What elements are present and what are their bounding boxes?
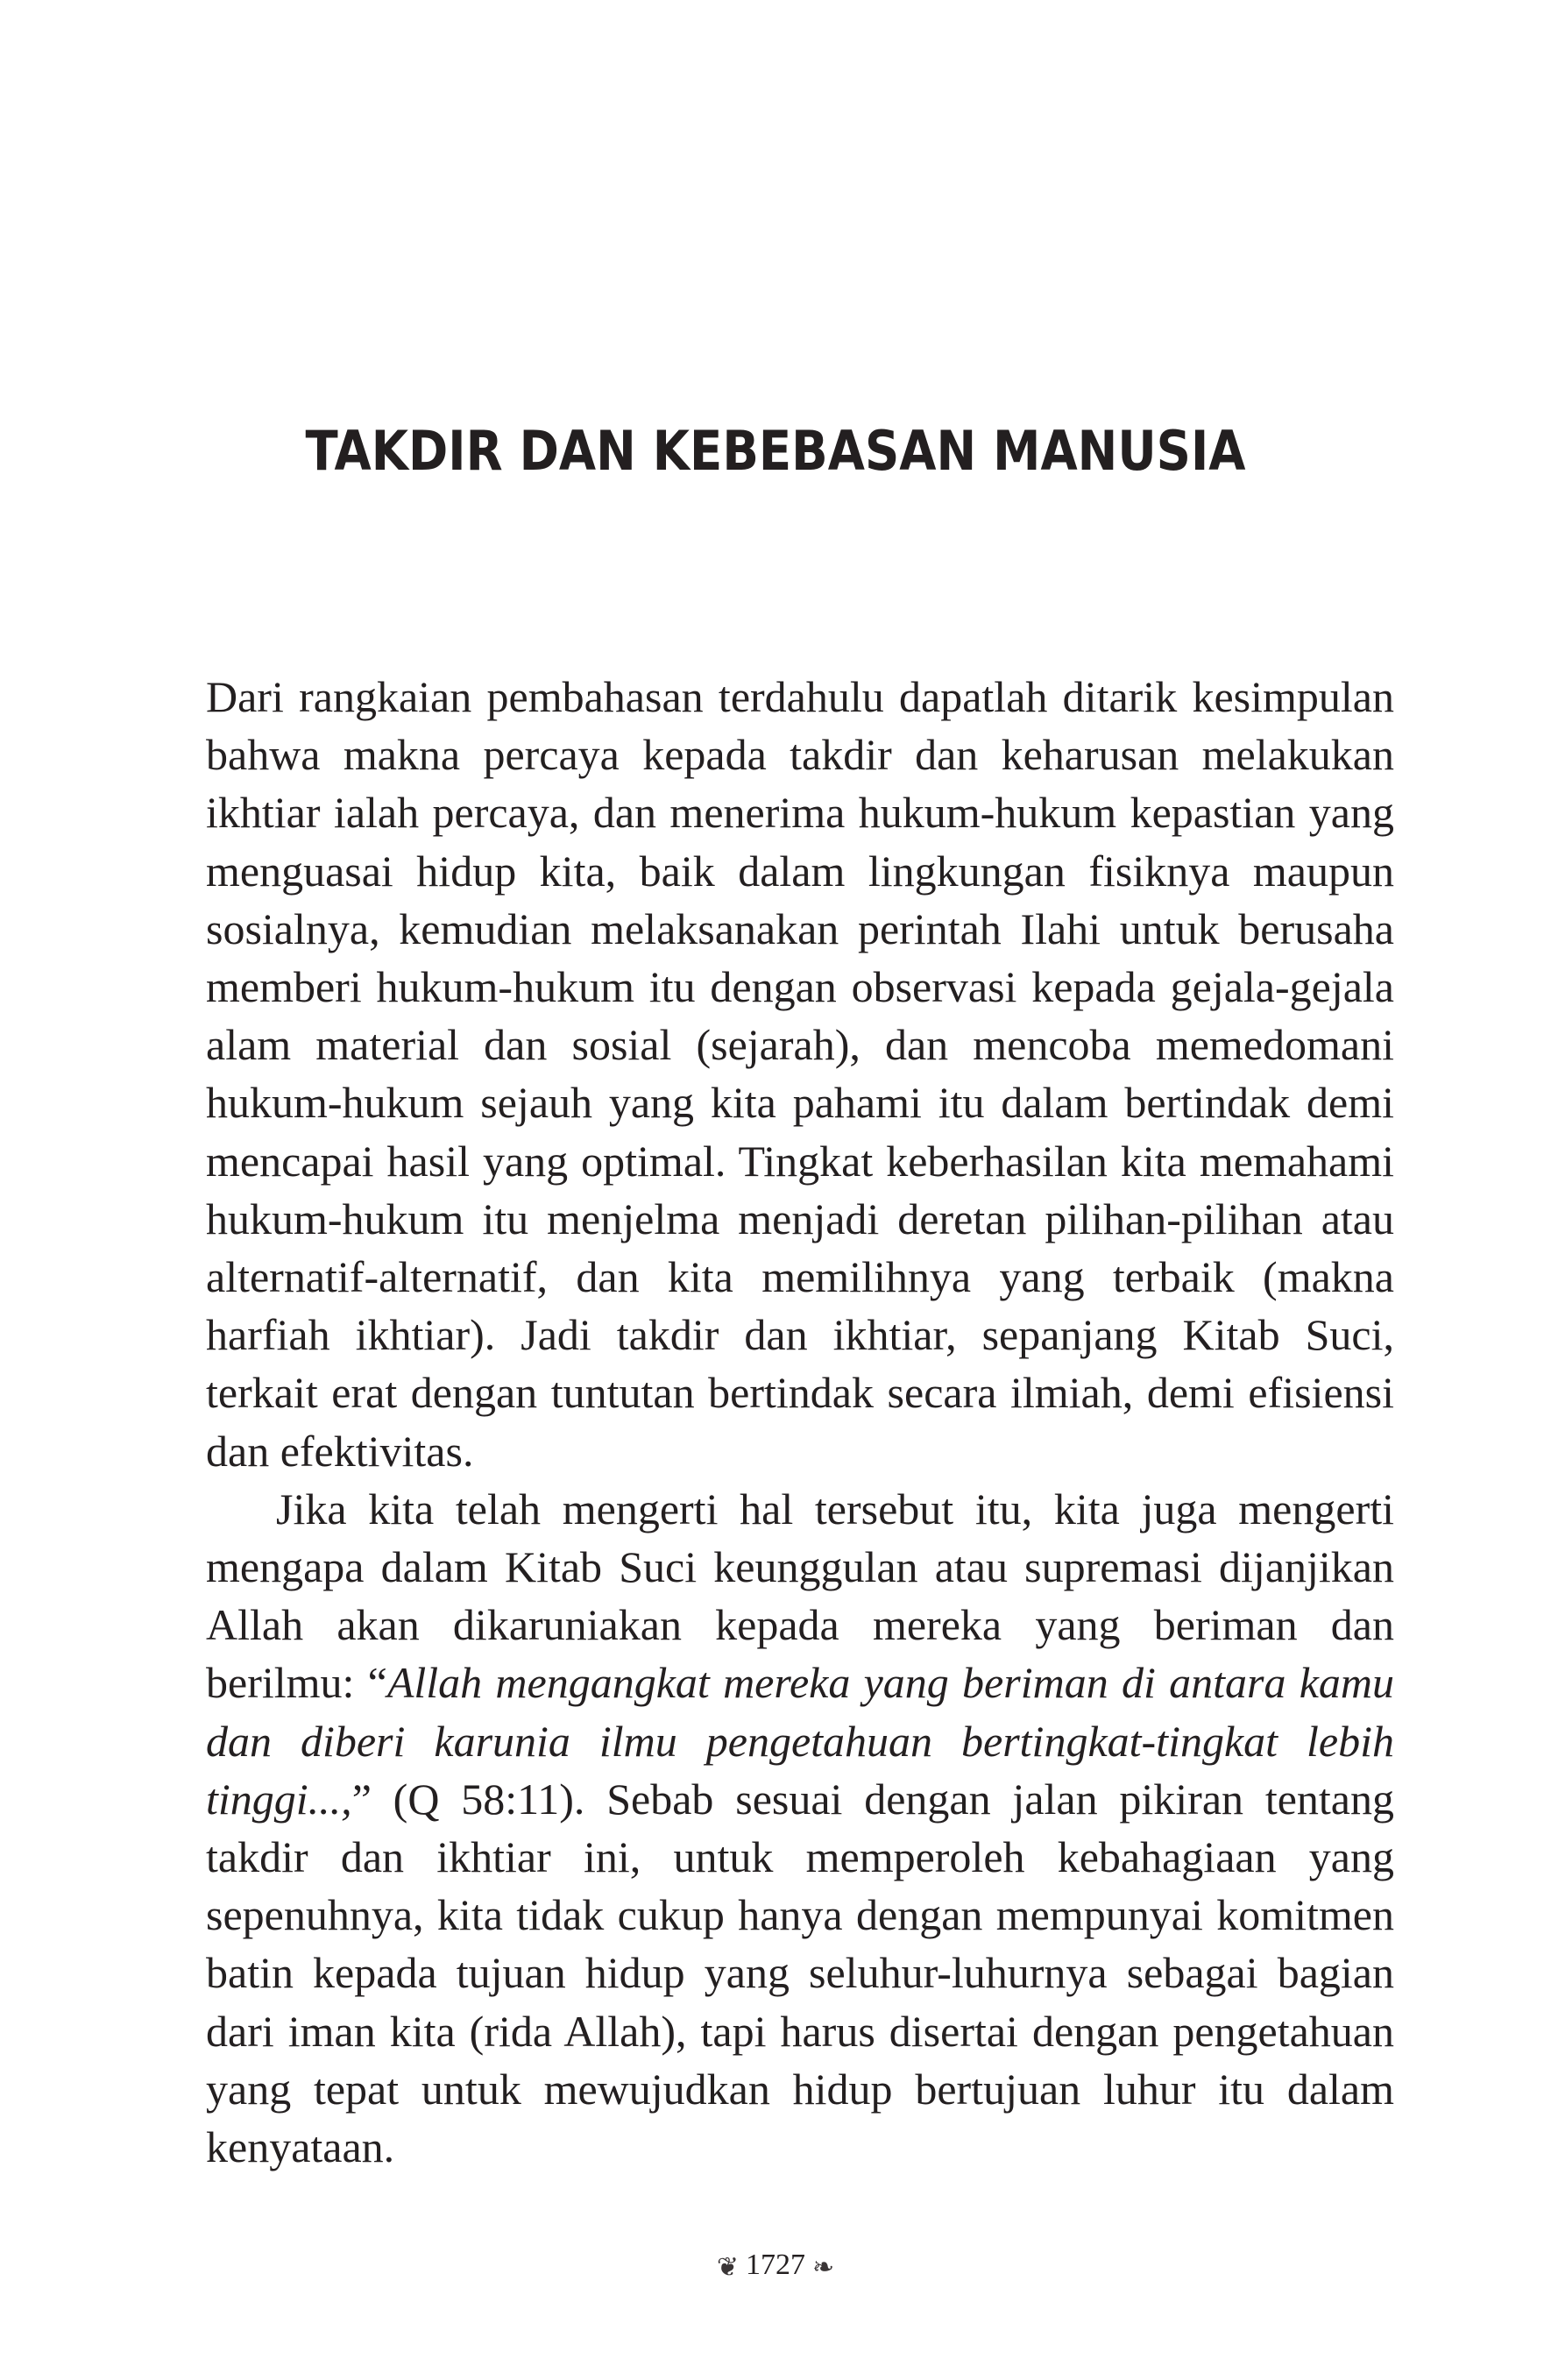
- left-ornament-icon: ❦: [716, 2252, 739, 2282]
- page-footer: [0, 2249, 1551, 2283]
- body-text: [206, 668, 1394, 2176]
- paragraph-2: [206, 1480, 1394, 2176]
- page-number: 1727: [746, 2249, 805, 2281]
- paragraph-1: Dari rangkaian pembahasan terdahulu dapatlah ditarik kesimpulan bahwa makna percaya kepada takdir dan keharusan melakukan ikhtiar ialah percaya, dan menerima hukum-hukum kepastian yang menguasai hidup kita, baik dalam lingkungan fisiknya maupun sosialnya, kemudian melaksanakan perintah Ilahi untuk berusaha memberi hukum-hukum itu dengan observasi kepada gejala-gejala alam material dan sosial (sejarah), dan mencoba memedomani hukum-hukum sejauh yang kita pahami itu dalam bertindak demi mencapai hasil yang optimal. Tingkat keberhasilan kita memahami hukum-hukum itu menjelma menjadi deretan pilihan-pilihan atau alternatif-alternatif, dan kita memilihnya yang terbaik (makna harfiah ikhtiar). Jadi takdir dan ikhtiar, sepanjang Kitab Suci, terkait erat dengan tuntutan bertindak secara ilmiah, demi efisiensi dan efektivitas.: [206, 672, 1394, 1476]
- chapter-heading: TAKDIR DAN KEBEBASAN MANUSIA: [305, 419, 1246, 483]
- paragraph-2-lead: Jika kita telah mengerti hal tersebut itu, kita juga mengerti mengapa dalam Kitab Suci keunggulan atau supremasi dijanjikan Allah akan dikaruniakan kepada mereka yang beriman dan berilmu: “: [206, 1484, 1394, 1708]
- paragraph-2-rest: ” (Q 58:11). Sebab sesuai dengan jalan pikiran tentang takdir dan ikhtiar ini, untuk memperoleh kebahagiaan yang sepenuhnya, kita tidak cukup hanya dengan mempunyai komitmen batin kepada tujuan hidup yang seluhur-luhurnya sebagai bagian dari iman kita (rida Allah), tapi harus disertai dengan pengetahuan yang tepat untuk mewujudkan hidup bertujuan luhur itu dalam kenyataan.: [206, 1774, 1394, 2172]
- quran-quote: Allah mengangkat mereka yang beriman di antara kamu dan diberi karunia ilmu pengetahuan bertingkat-tingkat lebih tinggi...,: [206, 1658, 1394, 1824]
- right-ornament-icon: ❧: [812, 2252, 835, 2282]
